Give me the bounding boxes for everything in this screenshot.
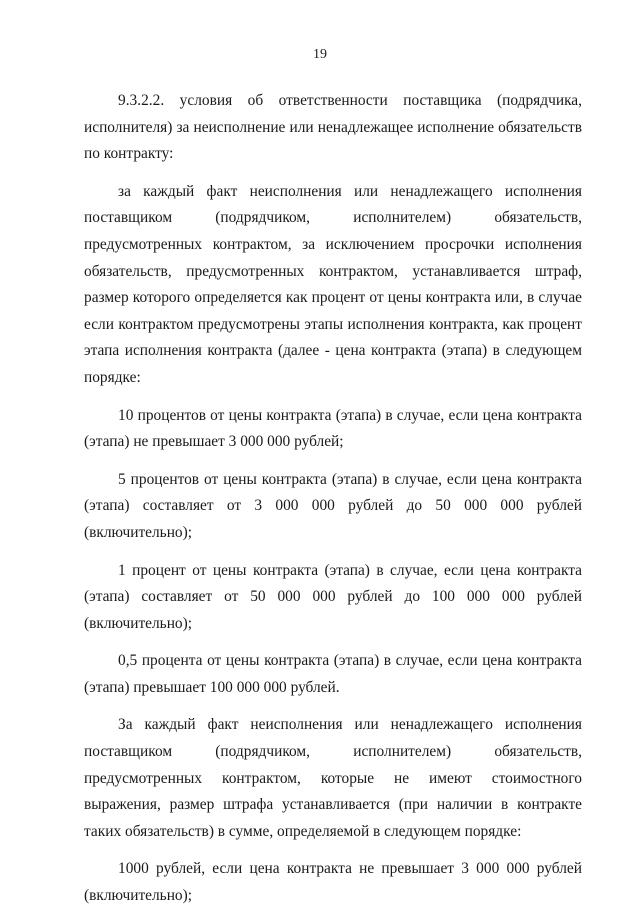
paragraph-penalty-10-percent: 10 процентов от цены контракта (этапа) в случае, если цена контракта (этапа) не превышает 3 000 000 рублей;: [84, 406, 582, 451]
document-body: [84, 88, 582, 921]
paragraph-clause-9-3-2-2: 9.3.2.2. условия об ответственности поставщика (подрядчика, исполнителя) за неисполнение или ненадлежащее исполнение обязательств по контракту:: [84, 92, 582, 163]
paragraph-penalty-0-5-percent: 0,5 процента от цены контракта (этапа) в случае, если цена контракта (этапа) превышает 100 000 000 рублей.: [84, 652, 582, 696]
paragraph-penalty-1-percent: 1 процент от цены контракта (этапа) в случае, если цена контракта (этапа) составляет от 50 000 000 рублей до 100 000 000 рублей (включительно);: [84, 561, 582, 632]
paragraph-penalty-general: за каждый факт неисполнения или ненадлежащего исполнения поставщиком (подрядчиком, исполнителем) обязательств, предусмотренных контрактом, за исключением просрочки исполнения обязательств, предусмотренных контрактом, устанавливается штраф, размер которого определяется как процент от цены контракта или, в случае если контрактом предусмотрены этапы исполнения контракта, как процент этапа исполнения контракта (далее - цена контракта (этапа) в следующем порядке:: [84, 182, 582, 386]
paragraph-fine-1000-rubles: 1000 рублей, если цена контракта не превышает 3 000 000 рублей (включительно);: [84, 860, 582, 905]
page-number: 19: [313, 47, 327, 62]
paragraph-non-monetary-obligations: За каждый факт неисполнения или ненадлежащего исполнения поставщиком (подрядчиком, исполнителем) обязательств, предусмотренных контрактом, которые не имеют стоимостного выражения, размер штрафа устанавливается (при наличии в контракте таких обязательств) в сумме, определяемой в следующем порядке:: [84, 716, 582, 840]
paragraph-penalty-5-percent: 5 процентов от цены контракта (этапа) в случае, если цена контракта (этапа) составляет от 3 000 000 рублей до 50 000 000 рублей (включительно);: [84, 470, 582, 541]
